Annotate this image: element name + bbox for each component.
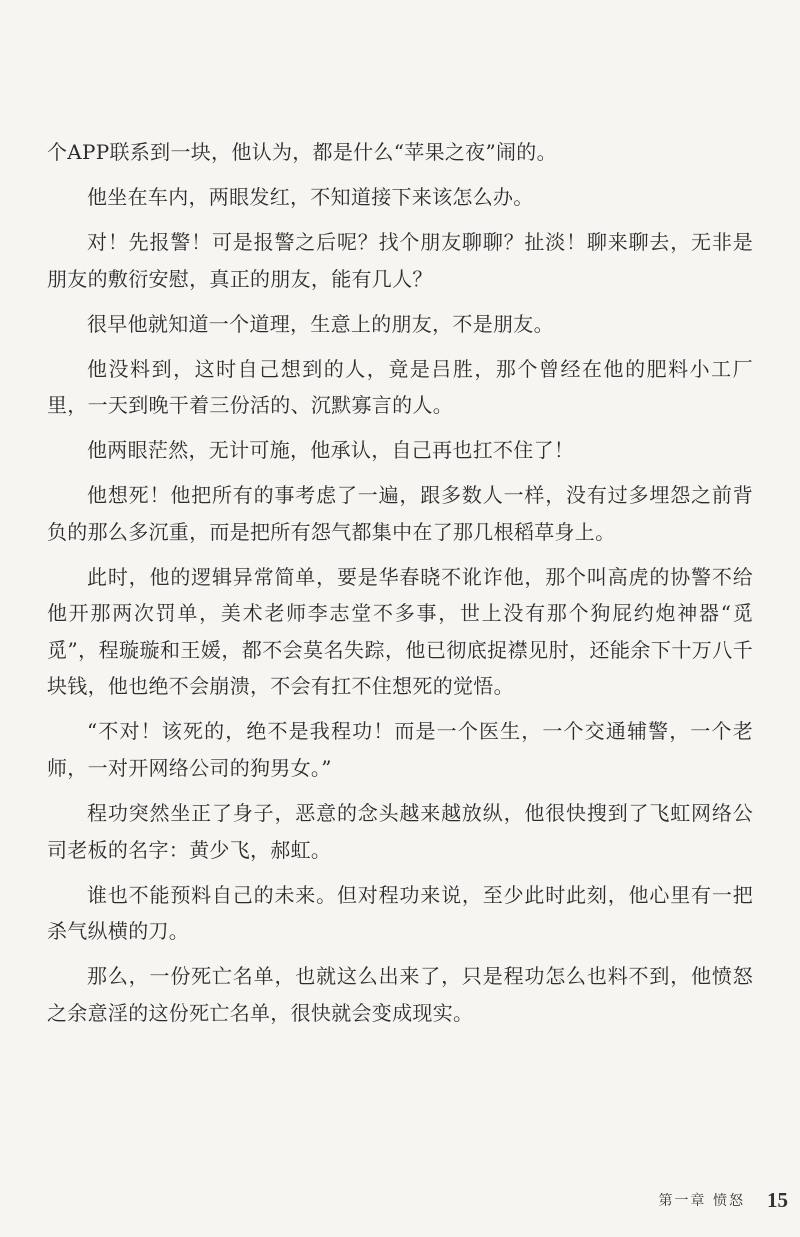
paragraph: 个APP联系到一块，他认为，都是什么“苹果之夜”闹的。: [47, 140, 557, 164]
paragraph: 程功突然坐正了身子，恶意的念头越来越放纵，他很快搜到了飞虹网络公司老板的名字：黄少飞，郝虹。: [47, 801, 753, 862]
paragraph: 谁也不能预料自己的未来。但对程功来说，至少此时此刻，他心里有一把杀气纵横的刀。: [47, 882, 753, 944]
paragraph: 此时，他的逻辑异常简单，要是华春晓不讹诈他，那个叫高虎的协警不给他开那两次罚单，美术老师李志堂不多事，世上没有那个狗屁约炮神器“觅觅”，程璇璇和王媛，都不会莫名失踪，他已彻底捉襟见肘，还能余下十万八千块钱，他也绝不会崩溃，不会有扛不住想死的觉悟。: [47, 564, 753, 699]
paragraph: 他没料到，这时自己想到的人，竟是吕胜，那个曾经在他的肥料小工厂里，一天到晚干着三份活的、沉默寡言的人。: [47, 356, 753, 418]
paragraph: 他两眼茫然，无计可施，他承认，自己再也扛不住了！: [87, 438, 575, 463]
paragraph: 他想死！他把所有的事考虑了一遍，跟多数人一样，没有过多埋怨之前背负的那么多沉重，而是把所有怨气都集中在了那几根稻草身上。: [47, 483, 753, 544]
page-footer: [659, 1184, 788, 1216]
paragraph: “不对！该死的，绝不是我程功！而是一个医生，一个交通辅警，一个老师，一对开网络公司的狗男女。”: [47, 719, 753, 781]
paragraph: 他坐在车内，两眼发红，不知道接下来该怎么办。: [87, 184, 534, 209]
paragraph: 很早他就知道一个道理，生意上的朋友，不是朋友。: [87, 311, 554, 336]
paragraph: 那么，一份死亡名单，也就这么出来了，只是程功怎么也料不到，他愤怒之余意淫的这份死亡名单，很快就会变成现实。: [47, 964, 753, 1025]
body-text: [47, 134, 753, 1040]
chapter-title: 第一章 愤怒: [658, 1193, 745, 1209]
paragraph: 对！先报警！可是报警之后呢？找个朋友聊聊？扯淡！聊来聊去，无非是朋友的敷衍安慰，真正的朋友，能有几人？: [47, 229, 753, 291]
page-number: 15: [767, 1187, 788, 1212]
